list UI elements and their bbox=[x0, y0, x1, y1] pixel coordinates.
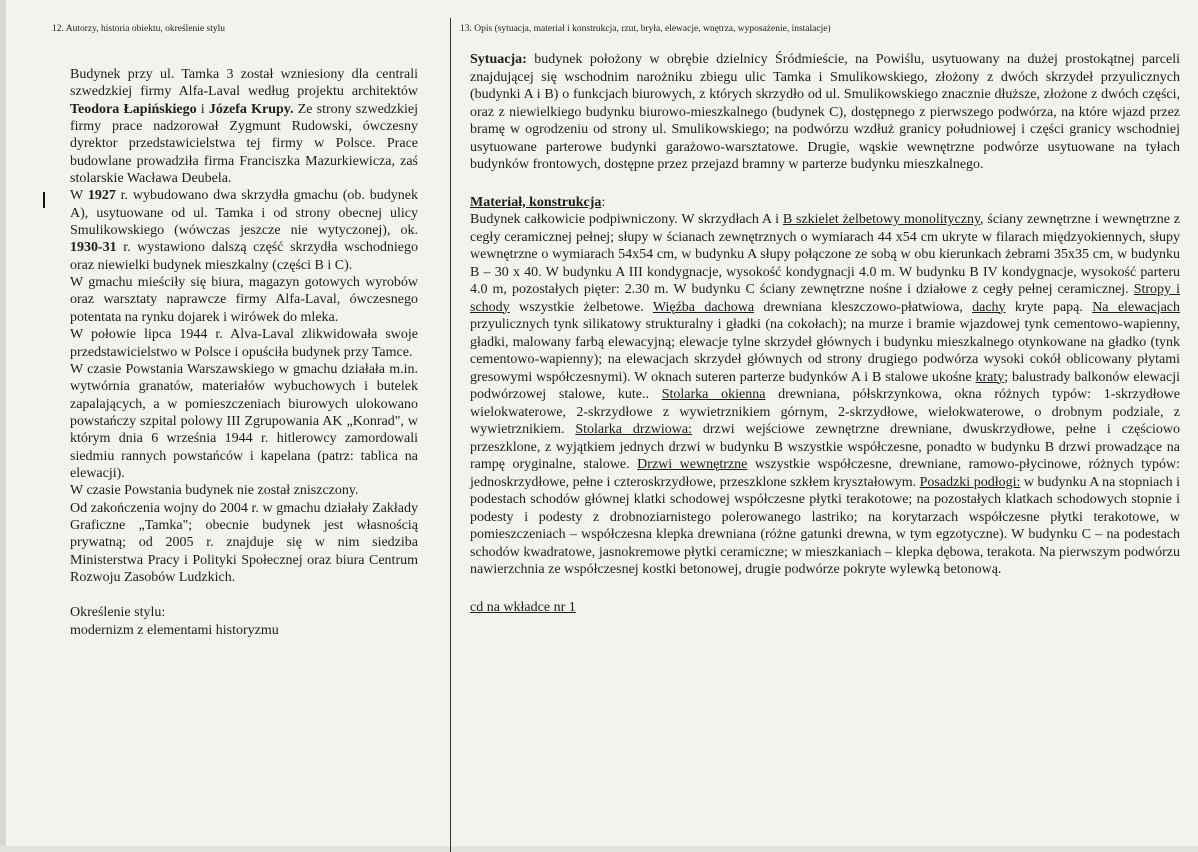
material-heading-line bbox=[470, 194, 1180, 212]
history-paragraph-postwar: Od zakończenia wojny do 2004 r. w gmachu działały Zakłady Graficzne „Tamka"; obecnie budynek jest własnością prywatną; od 2005 r. znajduje się w nim siedziba Ministerstwa Pracy i Polityki Społecznej oraz biura Centrum Rozwoju Zasobów Ludzkich. bbox=[70, 500, 418, 585]
text-span: drzwi wejściowe zewnętrzne drewniane, dwuskrzydłowe, pełne i częściowo przeszklone, z wyjątkiem jednych drzwi w budynku B wszystkie współczesne, ponadto w budynku B drzwi prowadzące na rampę oryginalne, stalowe. bbox=[470, 422, 1180, 472]
left-section-header: 12. Autorzy, historia obiektu, określenie stylu bbox=[52, 24, 225, 34]
text-span: wszystkie współczesne, drewniane, ramowo-płycinowe, różnych typów: jednoskrzydłowe, pełne i czteroskrzydłowe, przeszklone szkłem kryształowym. bbox=[470, 457, 1181, 490]
text-span: kryte papą. bbox=[1005, 299, 1093, 315]
text-span: i bbox=[196, 101, 209, 117]
history-paragraph-authors bbox=[70, 66, 418, 187]
underlined-term: Stolarka okienna bbox=[661, 387, 766, 402]
text-span: , ściany zewnętrzne i wewnętrzne z cegły ceramicznej pełnej; słupy w ścianach zewnętrznych o wymiarach 44 x54 cm ukryte w filarach międzyokiennych, słupy wewnętrzne o wymiarach 54x54 cm, w budynku A słupy połączone ze sobą w obu kierunkach żebrami 35x35 cm, w budynku B – 30 x 40. W budynku A III kondygnacje, wysokość kondygnacji 4.0 m. W budynku B IV kondygnacje, wysokość parteru 4.0 m, pozostałych pięter: 2.30 m. W budynku C ściany zewnętrzne nośne i działowe z cegły pełnej ceramicznej. bbox=[470, 212, 1180, 297]
underlined-term: Drzwi wewnętrzne bbox=[637, 457, 748, 472]
page-edge-left bbox=[0, 0, 6, 852]
underlined-term: Stropy i schody bbox=[470, 282, 1180, 315]
material-paragraph bbox=[470, 211, 1180, 579]
underlined-term: Więźba dachowa bbox=[652, 299, 755, 315]
margin-mark bbox=[43, 192, 45, 208]
architect-name-1: Teodora Łapińskiego bbox=[70, 101, 197, 117]
underlined-term: Stolarka drzwiowa: bbox=[575, 422, 692, 437]
style-value: modernizm z elementami historyzmu bbox=[70, 622, 279, 638]
text-span: Ze strony szwedzkiej firmy prace nadzorował Zygmunt Rudowski, ówczesny dyrektor przedstawicielstwa tej firmy w Polsce. Prace budowlane prowadziła firma Franciszka Mazurkiewicza, zaś stolarskie Wacława Deubela. bbox=[70, 101, 419, 187]
column-divider bbox=[450, 18, 451, 852]
history-paragraph-uprising: W czasie Powstania Warszawskiego w gmachu działała m.in. wytwórnia granatów, materiałów wybuchowych i butelek zapalających, a w pomieszczeniach biurowych ulokowano powstańczy szpital polowy III Zgrupowania AK „Konrad", w którym dnia 6 września 1944 r. hitlerowcy zamordowali siedmiu rannych powstańców i kapelana (patrz: tablica na elewacji). bbox=[70, 361, 418, 481]
text-span: r. wybudowano dwa skrzydła gmachu (ob. budynek A), usytuowane od ul. Tamka i od strony obecnej ulicy Smulikowskiego (wówczas jeszcze nie wytyczonej), ok. bbox=[70, 188, 418, 239]
material-heading: Materiał, konstrukcja bbox=[470, 194, 602, 210]
text-span: budynek położony w obrębie dzielnicy Śródmieście, na Powiślu, usytuowany na dużej prostokątnej parceli znajdującej się wschodnim narożniku zbiegu ulic Tamka i Smulikowskiego, złożony z dwóch skrzydeł przyulicznych (budynki A i B) o funkcjach biurowych, z których skrzydło od ul. Smulikowskiego znacznie dłuższe, złożone z dwóch części, oraz z niewielkiego budynku biurowo-mieszkalnego (budynek C), dostępnego z pierwszego podwórza, na które wjazd przez bramę w ogrodzeniu od strony ul. Smulikowskiego; na podwórzu wzdłuż granicy południowej i części granicy wschodniej usytuowane parterowe budynki garażowo-warsztatowe. Drugie, wąskie wewnętrzne podwórze usytuowane na tyłach budynków frontowych, dostępne przez przejazd bramny w parterze budynku mieszkalnego. bbox=[470, 52, 1180, 172]
text-span: : bbox=[601, 194, 606, 210]
text-span: r. wystawiono dalszą część skrzydła wschodniego oraz niewielki budynek mieszkalny (części B i C). bbox=[70, 240, 418, 273]
continued-note: cd na wkładce nr 1 bbox=[470, 599, 576, 615]
style-label: Określenie stylu: bbox=[70, 605, 166, 621]
underlined-term: B szkielet żelbetowy monolityczny bbox=[782, 212, 981, 227]
text-span: W bbox=[70, 188, 88, 204]
underlined-term: Na elewacjach bbox=[1092, 299, 1180, 315]
history-paragraph-1944: W połowie lipca 1944 r. Alva-Laval zlikwidowała swoje przedstawicielstwo w Polsce i opuściła budynek przy Tamce. bbox=[70, 327, 418, 360]
underlined-term: Posadzki podłogi: bbox=[919, 474, 1021, 490]
situation-paragraph bbox=[470, 51, 1180, 174]
description-column bbox=[470, 51, 1180, 616]
text-span: Budynek całkowicie podpiwniczony. W skrzydłach A i bbox=[470, 212, 783, 227]
situation-heading: Sytuacja: bbox=[470, 52, 527, 67]
year-1927: 1927 bbox=[87, 188, 116, 204]
history-column bbox=[70, 66, 418, 639]
text-span: drewniana kleszczowo-płatwiowa, bbox=[754, 299, 973, 315]
history-paragraph-construction bbox=[70, 187, 418, 274]
right-section-header: 13. Opis (sytuacja, materiał i konstrukcja, rzut, bryła, elewacje, wnętrza, wyposażenie, instalacje) bbox=[460, 24, 831, 34]
history-paragraph-use: W gmachu mieściły się biura, magazyn gotowych wyrobów oraz warsztaty naprawcze firmy Alfa-Laval, ówczesnego potentata na rynku dojarek i wirówek do mleka. bbox=[70, 275, 418, 325]
text-span: drewniana, półskrzynkowa, okna różnych typów: 1-skrzydłowe wielokwaterowe, 2-skrzydłowe z wywietrznikiem górnym, 2-skrzydłowe, wielokwaterowe, o drobnym podziale, z wywietrznikiem. bbox=[470, 387, 1180, 437]
underlined-term: dachy bbox=[972, 299, 1006, 315]
text-span: balustrady balkonów elewacji podwórzowej stalowe, kute.. bbox=[470, 369, 1180, 402]
text-span: wszystkie żelbetowe. bbox=[509, 299, 653, 315]
text-span: w budynku A na stopniach i podestach schodów głównej klatki schodowej współczesne płytki terakotowe; na pozostałych klatkach schodowych stopnie i podesty i podesty z drobnoziarnistego polerowanego lastriko; na korytarzach współczesne płytki terakotowe, w pomieszczeniach – współczesna klepka drewniana (różne gatunki drewna, w tym egzotyczne). W budynku C – na podestach schodów kwadratowe, jasnokremowe płytki ceramiczne; w mieszkaniach – klepka dębowa, terakota. Na pierwszym podwórzu nawierzchnia ze współczesnej kostki betonowej, drugie podwórze pokryte wylewką betonową. bbox=[470, 474, 1180, 577]
architect-name-2: Józefa Krupy. bbox=[208, 101, 294, 117]
year-1930-31: 1930-31 bbox=[70, 240, 117, 256]
history-paragraph-not-destroyed: W czasie Powstania budynek nie został zniszczony. bbox=[70, 483, 359, 499]
page-edge-bottom bbox=[0, 846, 1198, 852]
text-span: Budynek przy ul. Tamka 3 został wzniesiony dla centrali szwedzkiej firmy Alfa-Laval według projektu architektów bbox=[70, 67, 418, 100]
text-span: przyulicznych tynk silikatowy strukturalny i gładki (na cokołach); na murze i bramie wjazdowej tynk cementowo-wapienny, gładki, malowany farbą elewacyjną; elewacje tylne skrzydeł głównych i budynku mieszkalnego otynkowane na gładko (tynk cementowo-wapienny); na elewacjach skrzydeł głównych od strony drugiego podwórza wysoki cokół oblicowany płytami gresowymi współczesnymi). W oknach suteren parterze budynków A i B stalowe ukośne bbox=[470, 317, 1180, 385]
underlined-term: kraty; bbox=[975, 369, 1009, 385]
